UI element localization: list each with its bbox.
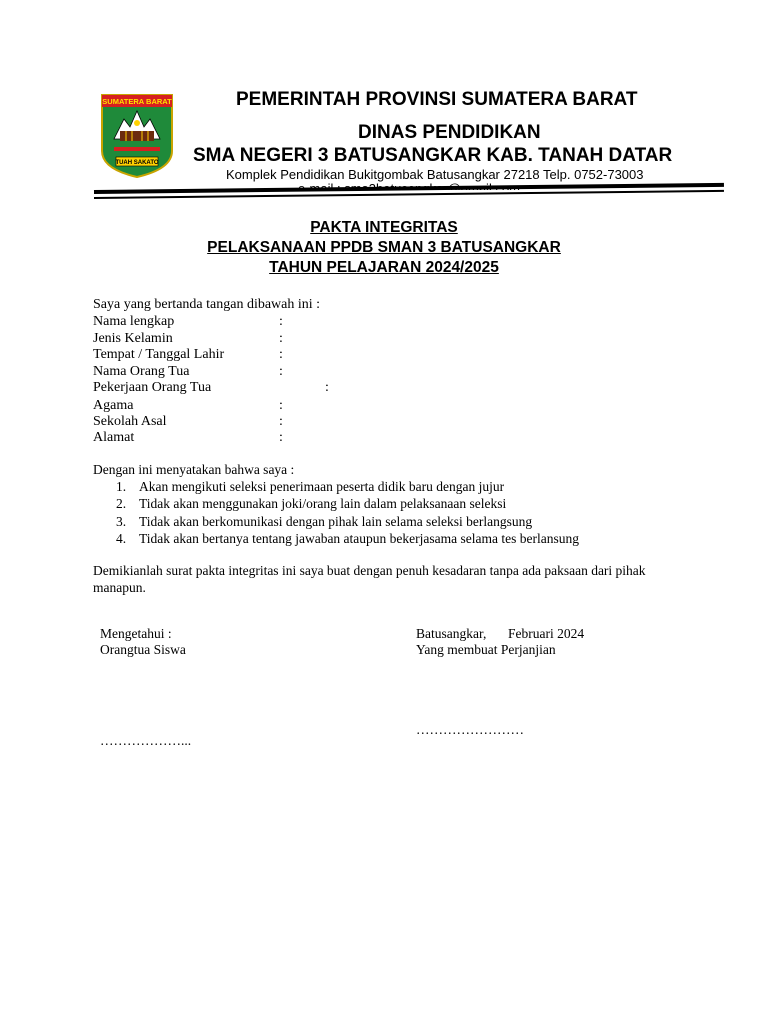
header-school: SMA NEGERI 3 BATUSANGKAR KAB. TANAH DATAR	[193, 145, 673, 166]
field-colon: :	[279, 314, 283, 329]
statement-number: 2.	[116, 496, 127, 511]
field-label-nama-ortu: Nama Orang Tua	[93, 364, 190, 379]
closing-line-2: manapun.	[93, 580, 146, 595]
closing-line-1: Demikianlah surat pakta integritas ini saya buat dengan penuh kesadaran tanpa ada paksaan dari pihak	[93, 563, 646, 578]
field-colon: :	[279, 331, 283, 346]
field-label-sekolah-asal: Sekolah Asal	[93, 414, 167, 429]
field-colon: :	[279, 430, 283, 445]
field-colon: :	[279, 347, 283, 362]
field-label-ttl: Tempat / Tanggal Lahir	[93, 347, 225, 362]
intro-text: Saya yang bertanda tangan dibawah ini :	[93, 297, 321, 312]
field-label-nama: Nama lengkap	[93, 314, 175, 329]
field-colon: :	[325, 380, 329, 395]
field-label-agama: Agama	[93, 398, 134, 413]
doc-subtitle: PELAKSANAAN PPDB SMAN 3 BATUSANGKAR	[207, 239, 561, 256]
field-colon: :	[279, 364, 283, 379]
sign-right-dots: ……………………	[416, 722, 524, 737]
doc-title: PAKTA INTEGRITAS	[310, 219, 458, 236]
header-address: Komplek Pendidikan Bukitgombak Batusangkar 27218 Telp. 0752-73003	[226, 167, 644, 182]
sign-left-label: Mengetahui :	[100, 626, 172, 641]
field-label-alamat: Alamat	[93, 430, 135, 445]
header-government: PEMERINTAH PROVINSI SUMATERA BARAT	[236, 89, 638, 110]
sign-left-role: Orangtua Siswa	[100, 642, 186, 657]
statement-text: Akan mengikuti seleksi penerimaan peserta didik baru dengan jujur	[139, 479, 505, 494]
sumatera-barat-logo	[100, 93, 174, 179]
statement-text: Tidak akan bertanya tentang jawaban ataupun bekerjasama selama tes berlansung	[139, 531, 579, 546]
sign-right-date: Februari 2024	[508, 626, 585, 641]
field-colon: :	[279, 414, 283, 429]
logo-text-bottom: TUAH SAKATO	[115, 160, 159, 166]
field-label-jenis-kelamin: Jenis Kelamin	[93, 331, 173, 346]
sign-right-place: Batusangkar,	[416, 626, 487, 641]
statement-number: 4.	[116, 531, 127, 546]
statement-intro: Dengan ini menyatakan bahwa saya :	[93, 462, 295, 477]
statement-number: 3.	[116, 514, 127, 529]
doc-year: TAHUN PELAJARAN 2024/2025	[269, 259, 499, 276]
field-colon: :	[279, 398, 283, 413]
statement-text: Tidak akan menggunakan joki/orang lain dalam pelaksanaan seleksi	[139, 496, 507, 511]
header-agency: DINAS PENDIDIKAN	[358, 122, 541, 143]
field-label-pekerjaan-ortu: Pekerjaan Orang Tua	[93, 380, 212, 395]
sign-left-dots: ………………...	[100, 733, 192, 748]
statement-text: Tidak akan berkomunikasi dengan pihak lain selama seleksi berlangsung	[139, 514, 533, 529]
statement-number: 1.	[116, 479, 127, 494]
logo-text-top: SUMATERA BARAT	[102, 97, 172, 106]
sign-right-role: Yang membuat Perjanjian	[416, 642, 556, 657]
